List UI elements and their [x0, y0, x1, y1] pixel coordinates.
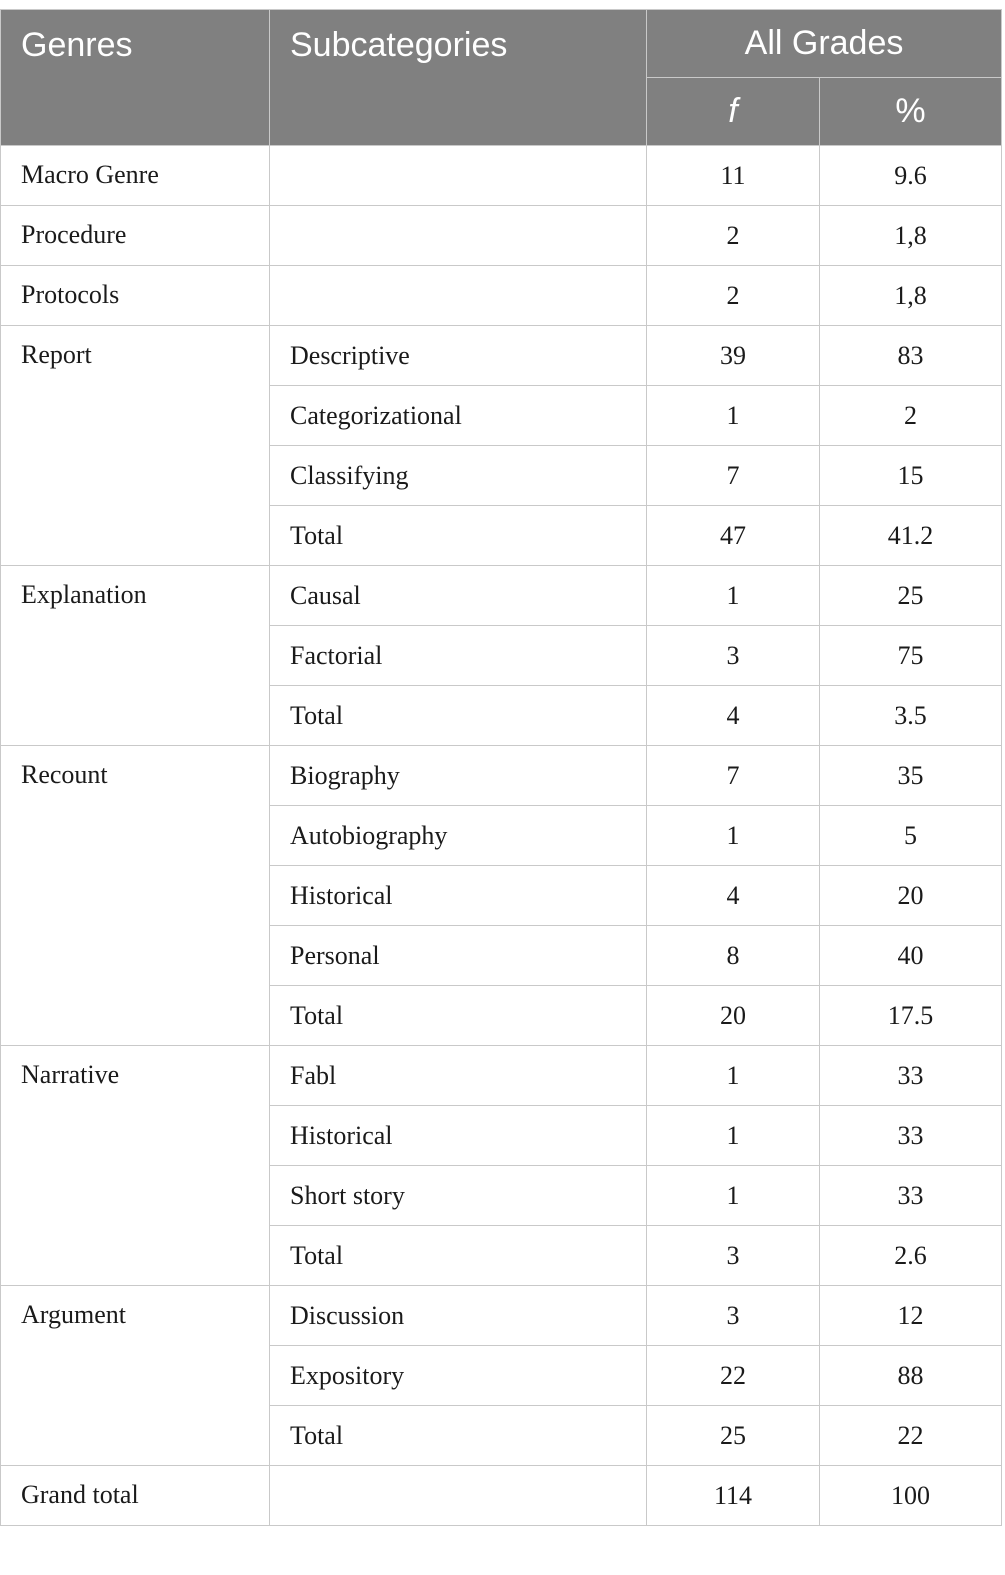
- frequency-cell: 47: [647, 506, 820, 566]
- subcategory-cell: Causal: [270, 566, 647, 626]
- genre-cell: Protocols: [1, 266, 270, 326]
- frequency-cell: 1: [647, 566, 820, 626]
- frequency-cell: 20: [647, 986, 820, 1046]
- percent-cell: 41.2: [820, 506, 1002, 566]
- percent-cell: 5: [820, 806, 1002, 866]
- frequency-cell: 11: [647, 146, 820, 206]
- table-row: [1, 1466, 1002, 1526]
- subcategory-cell: Total: [270, 506, 647, 566]
- genre-cell: Procedure: [1, 206, 270, 266]
- table-row: [1, 146, 1002, 206]
- frequency-cell: 1: [647, 806, 820, 866]
- table-row: [1, 266, 1002, 326]
- genre-cell: Explanation: [1, 566, 270, 746]
- header-genres: Genres: [1, 10, 270, 146]
- frequency-cell: 2: [647, 206, 820, 266]
- frequency-cell: 114: [647, 1466, 820, 1526]
- frequency-cell: 4: [647, 866, 820, 926]
- genre-cell: Grand total: [1, 1466, 270, 1526]
- header-percent: %: [820, 78, 1002, 146]
- percent-cell: 35: [820, 746, 1002, 806]
- genre-cell: Narrative: [1, 1046, 270, 1286]
- table-row: [1, 1046, 1002, 1106]
- subcategory-cell: Descriptive: [270, 326, 647, 386]
- percent-cell: 1,8: [820, 266, 1002, 326]
- percent-cell: 1,8: [820, 206, 1002, 266]
- percent-cell: 22: [820, 1406, 1002, 1466]
- subcategory-cell: Classifying: [270, 446, 647, 506]
- header-all-grades: All Grades: [647, 10, 1002, 78]
- percent-cell: 100: [820, 1466, 1002, 1526]
- frequency-cell: 22: [647, 1346, 820, 1406]
- percent-cell: 12: [820, 1286, 1002, 1346]
- genre-cell: Macro Genre: [1, 146, 270, 206]
- genre-cell: Recount: [1, 746, 270, 1046]
- subcategory-cell: Biography: [270, 746, 647, 806]
- table-row: [1, 566, 1002, 626]
- frequency-cell: 3: [647, 1286, 820, 1346]
- frequency-cell: 1: [647, 1166, 820, 1226]
- subcategory-cell: [270, 266, 647, 326]
- percent-cell: 20: [820, 866, 1002, 926]
- percent-cell: 40: [820, 926, 1002, 986]
- subcategory-cell: [270, 206, 647, 266]
- genre-cell: Report: [1, 326, 270, 566]
- percent-cell: 33: [820, 1106, 1002, 1166]
- table-header: [1, 10, 1002, 146]
- subcategory-cell: Total: [270, 686, 647, 746]
- percent-cell: 3.5: [820, 686, 1002, 746]
- percent-cell: 15: [820, 446, 1002, 506]
- frequency-cell: 7: [647, 446, 820, 506]
- percent-cell: 9.6: [820, 146, 1002, 206]
- frequency-cell: 3: [647, 626, 820, 686]
- subcategory-cell: Historical: [270, 1106, 647, 1166]
- percent-cell: 17.5: [820, 986, 1002, 1046]
- frequency-cell: 7: [647, 746, 820, 806]
- table-body: [1, 146, 1002, 1526]
- subcategory-cell: Autobiography: [270, 806, 647, 866]
- genre-cell: Argument: [1, 1286, 270, 1466]
- frequency-cell: 1: [647, 1106, 820, 1166]
- subcategory-cell: Total: [270, 1226, 647, 1286]
- header-subcategories: Subcategories: [270, 10, 647, 146]
- percent-cell: 83: [820, 326, 1002, 386]
- percent-cell: 75: [820, 626, 1002, 686]
- frequency-cell: 3: [647, 1226, 820, 1286]
- subcategory-cell: Short story: [270, 1166, 647, 1226]
- frequency-cell: 2: [647, 266, 820, 326]
- subcategory-cell: Personal: [270, 926, 647, 986]
- frequency-cell: 39: [647, 326, 820, 386]
- table-row: [1, 746, 1002, 806]
- subcategory-cell: Discussion: [270, 1286, 647, 1346]
- frequency-cell: 1: [647, 386, 820, 446]
- subcategory-cell: Fabl: [270, 1046, 647, 1106]
- table-row: [1, 1286, 1002, 1346]
- frequency-cell: 4: [647, 686, 820, 746]
- percent-cell: 33: [820, 1166, 1002, 1226]
- subcategory-cell: Total: [270, 986, 647, 1046]
- subcategory-cell: Factorial: [270, 626, 647, 686]
- percent-cell: 25: [820, 566, 1002, 626]
- subcategory-cell: [270, 146, 647, 206]
- frequency-cell: 25: [647, 1406, 820, 1466]
- table-row: [1, 326, 1002, 386]
- percent-cell: 2.6: [820, 1226, 1002, 1286]
- percent-cell: 88: [820, 1346, 1002, 1406]
- frequency-cell: 8: [647, 926, 820, 986]
- subcategory-cell: [270, 1466, 647, 1526]
- subcategory-cell: Total: [270, 1406, 647, 1466]
- header-frequency: f: [647, 78, 820, 146]
- percent-cell: 33: [820, 1046, 1002, 1106]
- table-row: [1, 206, 1002, 266]
- subcategory-cell: Categorizational: [270, 386, 647, 446]
- genre-frequency-table: [0, 9, 1002, 1526]
- subcategory-cell: Historical: [270, 866, 647, 926]
- frequency-cell: 1: [647, 1046, 820, 1106]
- subcategory-cell: Expository: [270, 1346, 647, 1406]
- percent-cell: 2: [820, 386, 1002, 446]
